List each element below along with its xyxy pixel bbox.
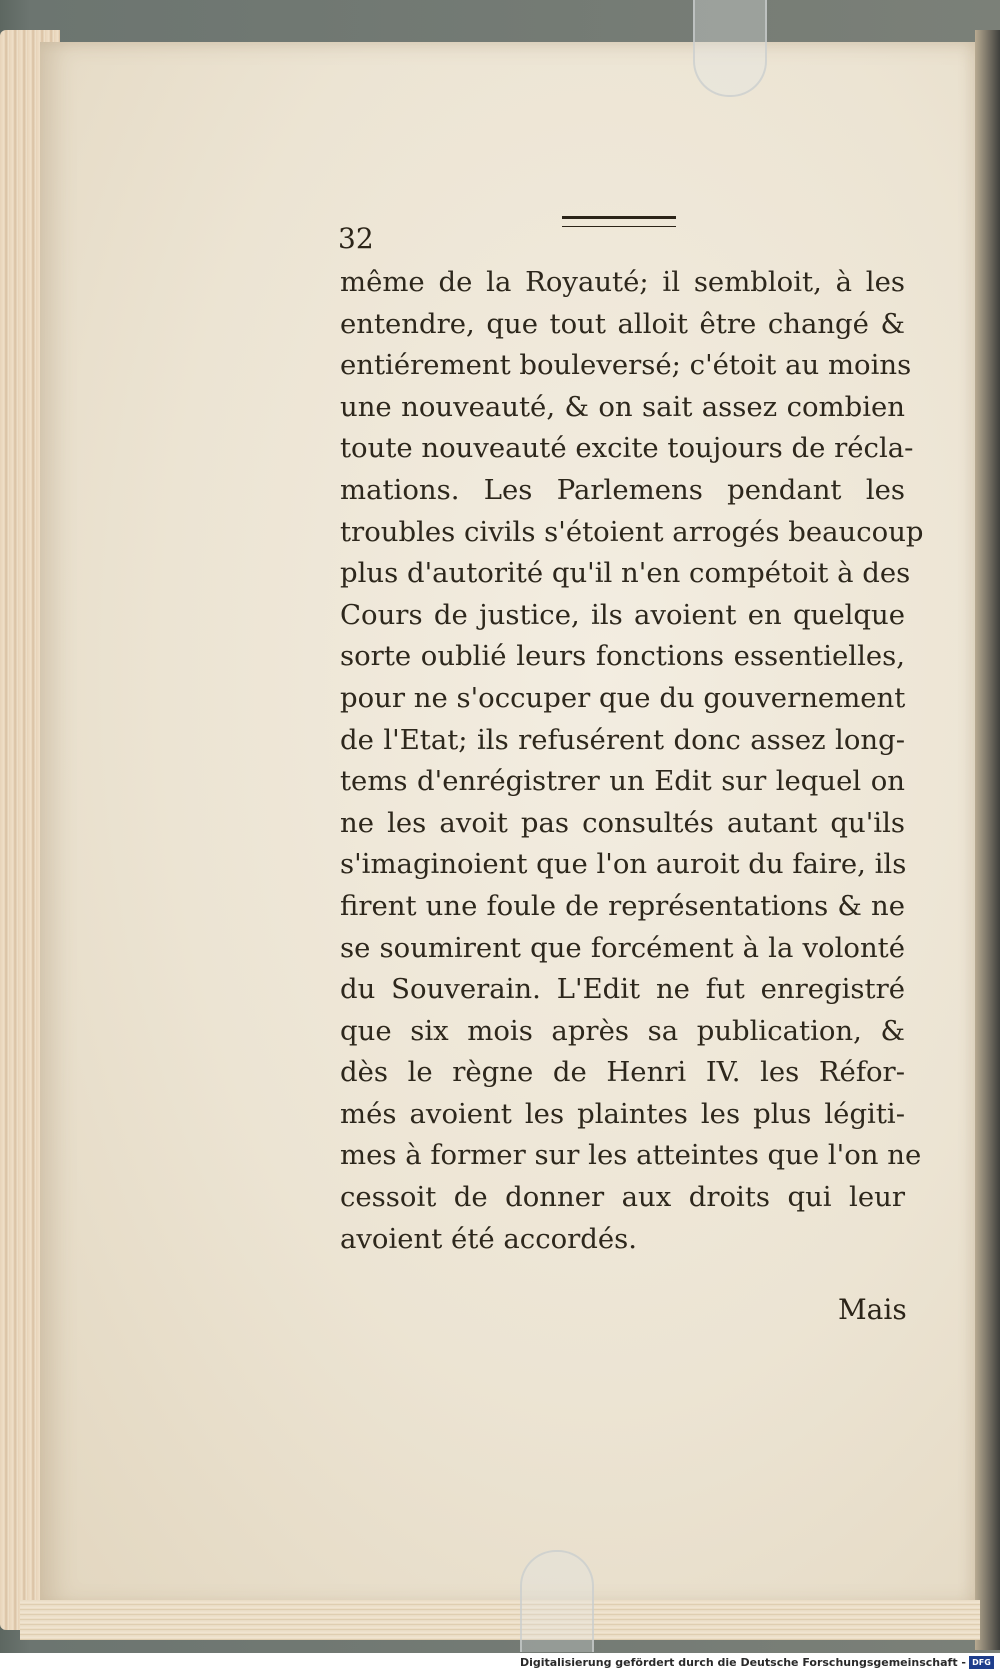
text-line: sorte oublié leurs fonctions essentielles,	[340, 640, 905, 673]
page-edges-bottom	[20, 1600, 980, 1640]
header-rule	[562, 216, 676, 227]
text-line: plus d'autorité qu'il n'en compétoit à des	[340, 557, 911, 590]
text-line: pour ne s'occuper que du gouvernement	[340, 681, 906, 714]
text-line: de l'Etat; ils refusérent donc assez long-	[340, 723, 905, 756]
text-line: troubles civils s'étoient arrogés beaucoup	[340, 515, 924, 548]
text-line: mes à former sur les atteintes que l'on ne	[340, 1139, 922, 1172]
text-line: entendre, que tout alloit être changé &	[340, 307, 905, 340]
catchword: Mais	[838, 1293, 907, 1326]
text-line: une nouveauté, & on sait assez combien	[340, 390, 905, 423]
page-number: 32	[338, 222, 374, 255]
page-clip-bottom	[520, 1550, 594, 1652]
text-line: mations. Les Parlemens pendant les	[340, 473, 905, 506]
funding-credit: Digitalisierung gefördert durch die Deutsche Forschungsgemeinschaft -	[519, 1656, 966, 1669]
text-line: entiérement bouleversé; c'étoit au moins	[340, 349, 912, 382]
text-line: ne les avoit pas consultés autant qu'ils	[340, 806, 905, 839]
text-line-last: avoient été accordés.	[340, 1222, 638, 1255]
book-gutter	[975, 30, 1000, 1650]
text-line: Cours de justice, ils avoient en quelque	[340, 598, 905, 631]
text-line: cessoit de donner aux droits qui leur	[340, 1181, 905, 1214]
text-line: dès le règne de Henri IV. les Réfor-	[340, 1056, 905, 1089]
text-line: du Souverain. L'Edit ne fut enregistré	[340, 973, 905, 1006]
text-line: firent une foule de représentations & ne	[340, 889, 905, 922]
page-clip-top	[693, 0, 767, 97]
text-line: se soumirent que forcément à la volonté	[340, 931, 905, 964]
dfg-logo-icon: DFG	[969, 1656, 994, 1669]
text-line: que six mois après sa publication, &	[340, 1014, 905, 1047]
text-line: més avoient les plaintes les plus légiti-	[340, 1097, 905, 1130]
text-line: même de la Royauté; il sembloit, à les	[340, 266, 905, 298]
text-line: tems d'enrégistrer un Edit sur lequel on	[340, 765, 905, 798]
body-text	[340, 262, 924, 1260]
text-line: s'imaginoient que l'on auroit du faire, ils	[340, 848, 907, 881]
text-line: toute nouveauté excite toujours de récla-	[340, 432, 914, 465]
